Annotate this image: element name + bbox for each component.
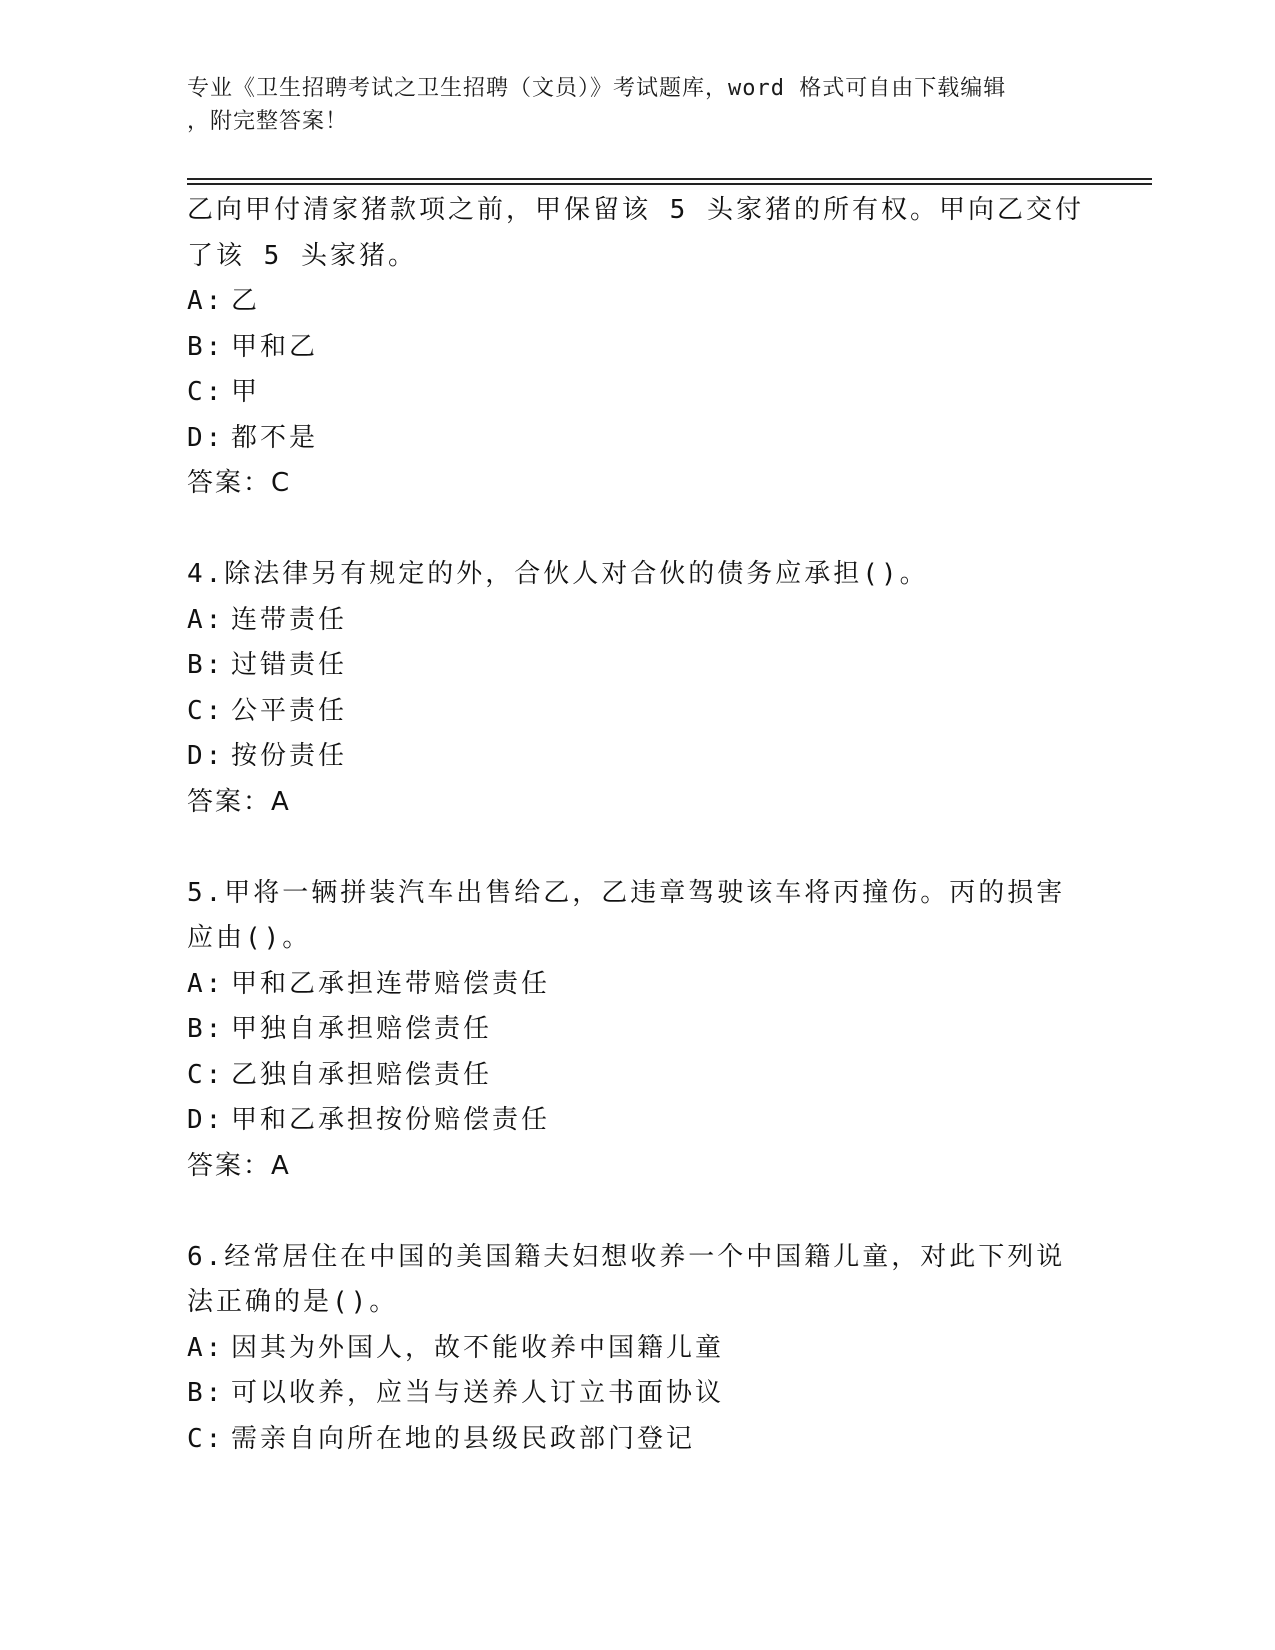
option-c (187, 689, 1087, 735)
option-letter: C: (187, 1059, 225, 1090)
option-d (187, 416, 1087, 462)
option-letter: A: (187, 286, 225, 316)
header-rule-bottom (187, 183, 1152, 185)
option-d (187, 734, 1087, 780)
option-letter: B: (187, 331, 225, 362)
question-text: 5.甲将一辆拼装汽车出售给乙，乙违章驾驶该车将丙撞伤。丙的损害 (187, 877, 1066, 908)
option-text: 乙 (231, 286, 261, 316)
option-text: 甲和乙承担连带赔偿责任 (231, 968, 551, 999)
question-6 (187, 1235, 1087, 1463)
option-text: 按份责任 (231, 741, 348, 771)
option-b (187, 1007, 1087, 1053)
option-letter: C: (187, 1423, 225, 1454)
option-text: 甲独自承担赔偿责任 (231, 1014, 493, 1044)
option-letter: D: (187, 1105, 225, 1135)
option-letter: B: (187, 1378, 225, 1408)
spacer (187, 825, 1087, 871)
question-text: 应由()。 (187, 923, 312, 953)
option-letter: B: (187, 650, 225, 680)
answer-line: 答案：A (187, 1150, 291, 1181)
option-d (187, 1098, 1087, 1144)
option-b (187, 1371, 1087, 1417)
option-text: 乙独自承担赔偿责任 (231, 1059, 493, 1090)
option-text: 可以收养，应当与送养人订立书面协议 (231, 1378, 725, 1408)
option-a (187, 962, 1087, 1008)
option-letter: D: (187, 422, 225, 453)
option-text: 连带责任 (231, 604, 348, 635)
option-letter: A: (187, 1332, 225, 1363)
option-letter: C: (187, 377, 225, 407)
spacer (187, 1189, 1087, 1235)
question-4 (187, 552, 1087, 825)
question-text: 了该 5 头家猪。 (187, 240, 417, 271)
answer-line: 答案：C (187, 468, 292, 498)
option-a (187, 279, 1087, 325)
option-text: 过错责任 (231, 650, 348, 680)
option-letter: D: (187, 741, 225, 771)
question-text: 乙向甲付清家猪款项之前，甲保留该 5 头家猪的所有权。甲向乙交付 (187, 195, 1084, 225)
question-text: 法正确的是()。 (187, 1287, 399, 1317)
option-c (187, 1053, 1087, 1099)
question-text: 4.除法律另有规定的外，合伙人对合伙的债务应承担()。 (187, 559, 929, 589)
header-rule-top (187, 178, 1152, 180)
question-text: 6.经常居住在中国的美国籍夫妇想收养一个中国籍儿童，对此下列说 (187, 1241, 1066, 1272)
document-header (187, 72, 1067, 138)
option-c (187, 1417, 1087, 1463)
option-text: 甲和乙 (231, 331, 319, 362)
option-c (187, 370, 1087, 416)
option-text: 公平责任 (231, 695, 348, 726)
option-letter: A: (187, 604, 225, 635)
option-text: 都不是 (231, 422, 319, 453)
option-letter: C: (187, 695, 225, 726)
header-line-2: ，附完整答案！ (187, 109, 349, 134)
question-list (187, 188, 1087, 1462)
question-3 (187, 188, 1087, 507)
option-text: 甲和乙承担按份赔偿责任 (231, 1105, 551, 1135)
spacer (187, 507, 1087, 553)
option-letter: B: (187, 1014, 225, 1044)
question-5 (187, 871, 1087, 1190)
option-b (187, 325, 1087, 371)
header-line-1: 专业《卫生招聘考试之卫生招聘（文员）》考试题库，word 格式可自由下载编辑 (187, 76, 1007, 101)
option-b (187, 643, 1087, 689)
answer-line: 答案：A (187, 786, 291, 817)
option-text: 甲 (231, 377, 261, 407)
option-text: 因其为外国人，故不能收养中国籍儿童 (231, 1332, 725, 1363)
option-text: 需亲自向所在地的县级民政部门登记 (231, 1423, 696, 1454)
option-a (187, 598, 1087, 644)
option-letter: A: (187, 968, 225, 999)
option-a (187, 1326, 1087, 1372)
